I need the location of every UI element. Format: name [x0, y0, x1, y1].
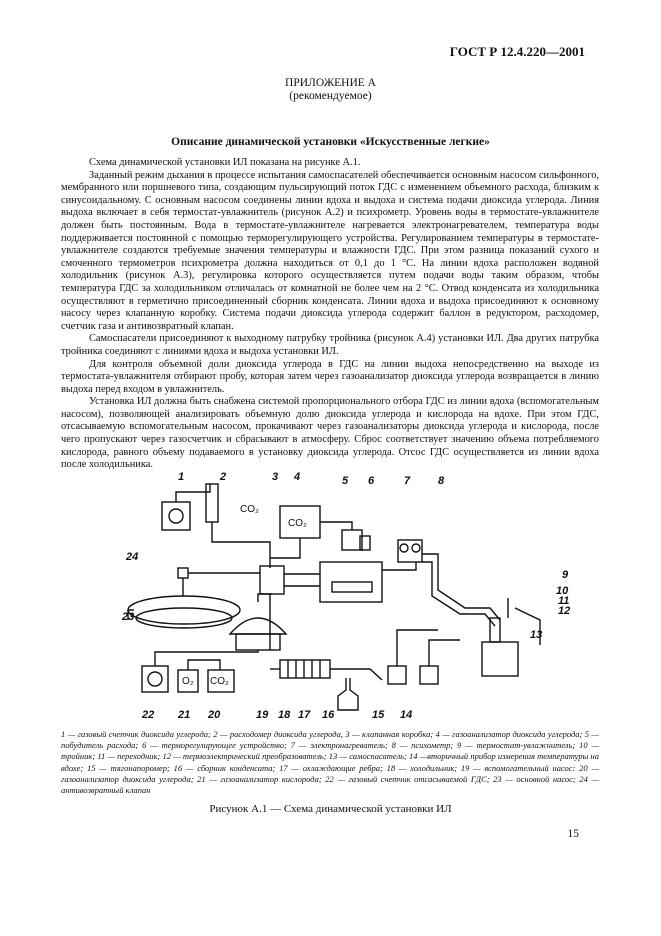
paragraph: Установка ИЛ должна быть снабжена системой пропорционального отбора ГДС из линии вдоха (вспомогательным насосом), позволяющей анализировать объемную долю диоксида углерода и кислорода на вдохе. При этом ГДС, отсасываемую вспомогательным насосом, прокачивают через газоанализаторы диоксида углерода и кислорода, после чего пропускают через газосчетчик и сбрасывают в атмосферу. Сброс соответствует значению объема потребляемого кислорода, равного объему подаваемого в установку диоксида углерода. Отсос ГДС осуществляется из линии вдоха после холодильника.: [61, 396, 599, 471]
condensate-collector: [338, 678, 358, 710]
label-19: 19: [256, 709, 269, 721]
auxiliary-pump: [230, 618, 286, 634]
label-5: 5: [342, 475, 349, 487]
page-number: 15: [567, 828, 579, 840]
box-label-o2: O₂: [182, 676, 194, 687]
label-20: 20: [208, 709, 221, 721]
self-rescuer: [482, 642, 518, 676]
label-11: 11: [558, 595, 570, 607]
body-text: [61, 157, 599, 472]
standard-header: ГОСТ Р 12.4.220—2001: [449, 44, 585, 59]
figure-legend: 1 — газовый счетчик диоксида углерода; 2 — расходомер диоксида углерода, 3 — клапанная коробка; 4 — газоанализатор диоксида углерода; 5 — побудитель расхода; 6 — терморегулирующее устройство; 7 — электронагреватель; 8 — психометр; 9 — термостат-увлажнитель; 10 — тройник; 11 — переходник; 12 — термоэлектрический преобразователь; 13 — самоспасатель; 14 —вторичный прибор измерения температуры на вдохе; 15 — тягонапоромер; 16 — сборник конденсата; 17 — охлаждающие ребра; 18 — холодильник; 19 — вспомогательный насос: 20 — газоанализатор диоксида углерода; 21 — газоанализатор кислорода; 22 — газовый счетчик отсасываемой ГДС; 23 — основной насос; 24 — антивозвратный клапан: [61, 729, 599, 796]
box-label-co2-20: CO₂: [210, 676, 229, 687]
label-24: 24: [126, 551, 139, 563]
paragraph: Схема динамической установки ИЛ показана на рисунке А.1.: [89, 157, 361, 168]
label-14: 14: [400, 709, 413, 721]
paragraph: Самоспасатели присоединяют к выходному патрубку тройника (рисунок А.4) установки ИЛ. Два других патрубка тройника соединяют с линиями вдоха и выдоха установки ИЛ.: [61, 333, 599, 357]
label-17: 17: [298, 709, 311, 721]
temperature-instrument: [420, 666, 438, 684]
gas-meter-co2: [162, 502, 190, 530]
label-2: 2: [220, 471, 227, 483]
section-title: Описание динамической установки «Искусственные легкие»: [171, 136, 490, 148]
appendix-title: ПРИЛОЖЕНИЕ А: [285, 77, 376, 89]
label-3: 3: [272, 471, 279, 483]
paragraph: Заданный режим дыхания в процессе испытания самоспасателей обеспечивается основным насосом сильфонного, мембранного или поршневого типа, создающим пульсирующий поток ГДС с изменением объемного расхода, близким к синусоидальному. С основным насосом соединены линии вдоха и выдоха и система подачи диоксида углерода. Линия выдоха включает в себя термостат-увлажнитель (рисунок А.2) и психрометр. Уровень воды в термостате-увлажнителе должен быть постоянным. Вода в термостате-увлажнителе нагревается электронагревателем, температура воды поддерживается постоянной с помощью терморегулирующего устройства. Регулированием температуры в термостате-увлажнителе создаются требуемые значения температуры и влажности ГДС. При этом разница показаний сухого и смоченного термометров психрометра должна находиться от 0,1 до 1 °С. На линии вдоха расположен водяной холодильник (рисунок А.3), регулировка которого осуществляется путем подачи воды таким образом, чтобы температура ГДС за холодильником отличалась от комнатной не более чем на 2 °С. Отвод конденсата из холодильника осуществляют в герметично присоединенный сборник конденсата. Линии вдоха и выдоха присоединяют к основному насосу через клапанную коробку. Система подачи диоксида углерода содержит баллон в редуктором, расходомер, счетчик газа и антивозвратный клапан.: [61, 169, 599, 332]
label-16: 16: [322, 709, 335, 721]
label-12: 12: [558, 605, 571, 617]
label-13: 13: [530, 629, 543, 641]
main-pump: [128, 596, 240, 624]
label-4: 4: [294, 471, 301, 483]
label-9: 9: [562, 569, 569, 581]
label-7: 7: [404, 475, 411, 487]
flowmeter: [206, 484, 218, 522]
label-6: 6: [368, 475, 375, 487]
label-21: 21: [178, 709, 191, 721]
label-15: 15: [372, 709, 385, 721]
box-label-co2-2: CO₂: [240, 504, 259, 515]
installation-diagram: [120, 470, 580, 726]
gas-meter-22: [142, 666, 168, 692]
box-label-co2-4: CO₂: [288, 518, 307, 529]
appendix-subtitle: (рекомендуемое): [289, 90, 372, 102]
label-8: 8: [438, 475, 445, 487]
label-1: 1: [178, 471, 185, 483]
label-18: 18: [278, 709, 291, 721]
label-10: 10: [556, 585, 569, 597]
appendix-heading: [0, 77, 661, 103]
pressure-gauge: [388, 666, 406, 684]
check-valve: [178, 568, 188, 578]
label-23: 23: [122, 611, 135, 623]
paragraph: Для контроля объемной доли диоксида углерода в ГДС на линии выдоха непосредственно на выходе из термостата-увлажнителя отбирают пробу, которая затем через газоанализатор диоксида углерода возвращается в линию выдоха перед входом в увлажнитель.: [61, 358, 599, 395]
valve-box: [260, 566, 284, 594]
figure-caption: Рисунок А.1 — Схема динамической установки ИЛ: [209, 803, 452, 815]
flow-inducer: [342, 530, 362, 550]
label-22: 22: [142, 709, 155, 721]
